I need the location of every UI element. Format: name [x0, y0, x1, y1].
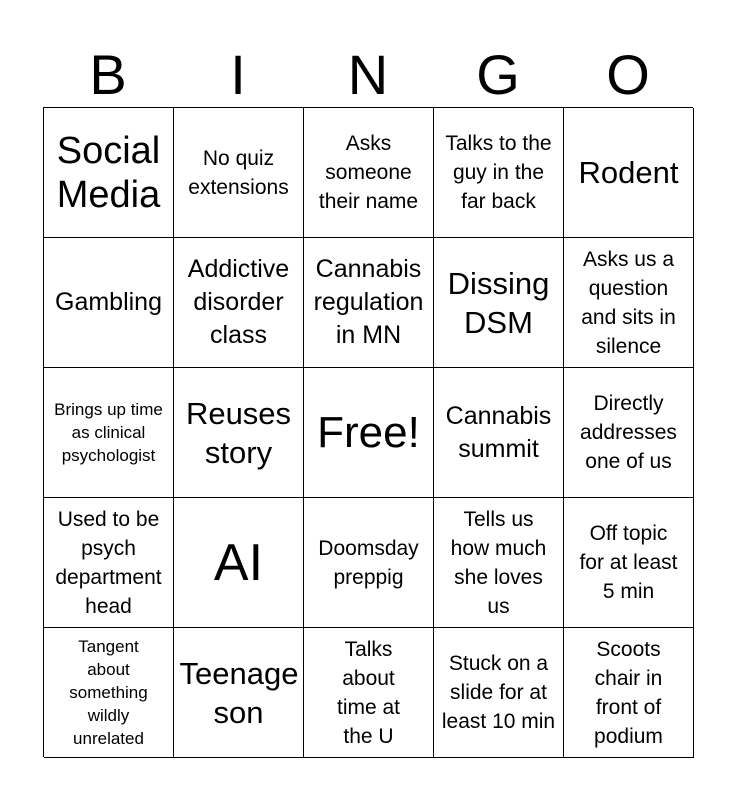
bingo-cell[interactable]	[564, 108, 694, 238]
bingo-cell-text: Talks about time at the U	[336, 637, 401, 748]
bingo-cell[interactable]	[44, 108, 174, 238]
bingo-cell-text: Cannabis summit	[445, 401, 552, 463]
bingo-cell-text: Asks someone their name	[318, 132, 419, 213]
bingo-cell[interactable]	[304, 238, 434, 368]
bingo-cell-text: Rodent	[578, 155, 679, 190]
bingo-cell[interactable]	[434, 368, 564, 498]
bingo-cell-text: Directly addresses one of us	[580, 392, 677, 473]
bingo-cell[interactable]	[174, 238, 304, 368]
bingo-cell-text: Reuses story	[185, 395, 292, 470]
bingo-cell[interactable]	[44, 628, 174, 758]
header-letter-i: I	[230, 43, 246, 106]
bingo-cell-text: AI	[213, 533, 264, 592]
bingo-cell-text: Cannabis regulation in MN	[313, 255, 424, 349]
bingo-cell[interactable]	[434, 238, 564, 368]
bingo-cell-text: Used to be psych department head	[55, 507, 162, 618]
bingo-cell[interactable]	[44, 368, 174, 498]
bingo-cell[interactable]	[174, 498, 304, 628]
bingo-cell[interactable]	[44, 238, 174, 368]
bingo-cell[interactable]	[174, 108, 304, 238]
bingo-cell[interactable]	[564, 498, 694, 628]
bingo-cell-text: Addictive disorder class	[187, 255, 290, 349]
bingo-cell[interactable]	[304, 368, 434, 498]
bingo-cell[interactable]	[434, 498, 564, 628]
bingo-cell-text: Dissing DSM	[447, 265, 550, 340]
bingo-cell-text: Tells us how much she loves us	[450, 507, 547, 618]
free-space: Free!	[317, 407, 420, 457]
bingo-cell-text: Doomsday preppig	[318, 536, 419, 589]
header-letter-o: O	[606, 43, 650, 106]
bingo-cell[interactable]	[564, 628, 694, 758]
bingo-cell[interactable]	[174, 368, 304, 498]
bingo-cell[interactable]	[434, 628, 564, 758]
bingo-cell[interactable]	[304, 498, 434, 628]
bingo-cell-text: No quiz extensions	[188, 146, 289, 199]
bingo-cell[interactable]	[44, 498, 174, 628]
bingo-cell[interactable]	[564, 368, 694, 498]
bingo-cell[interactable]	[434, 108, 564, 238]
bingo-grid	[43, 107, 693, 757]
bingo-cell-text: Social Media	[56, 129, 161, 216]
bingo-cell-text: Teenage son	[179, 655, 299, 730]
header-letter-b: B	[89, 43, 127, 106]
bingo-cell-text: Off topic for at least 5 min	[579, 522, 678, 603]
bingo-cell[interactable]	[174, 628, 304, 758]
bingo-cell[interactable]	[304, 108, 434, 238]
bingo-cell-text: Tangent about something wildly unrelated	[69, 637, 148, 748]
bingo-cell-text: Gambling	[55, 288, 162, 316]
bingo-cell-text: Talks to the guy in the far back	[445, 132, 552, 213]
bingo-header	[43, 44, 693, 106]
bingo-cell[interactable]	[304, 628, 434, 758]
header-letter-g: G	[476, 43, 520, 106]
bingo-cell[interactable]	[564, 238, 694, 368]
bingo-cell-text: Brings up time as clinical psychologist	[54, 400, 163, 465]
bingo-cell-text: Asks us a question and sits in silence	[581, 247, 676, 358]
header-letter-n: N	[347, 43, 389, 106]
bingo-cell-text: Scoots chair in front of podium	[594, 637, 663, 748]
bingo-cell-text: Stuck on a slide for at least 10 min	[441, 652, 556, 733]
